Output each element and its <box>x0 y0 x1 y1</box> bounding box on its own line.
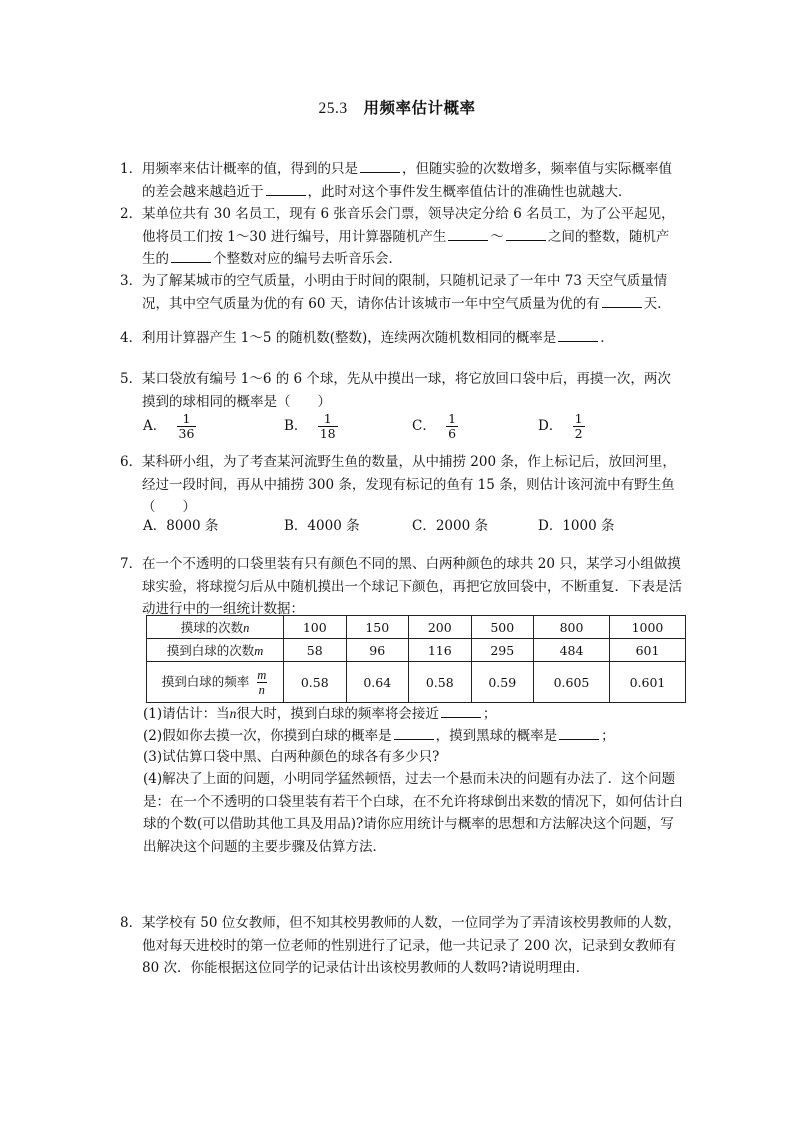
question-number: 5． <box>120 371 143 387</box>
table-cell: 0.58 <box>409 662 472 703</box>
denominator: 6 <box>448 426 457 441</box>
option-b[interactable]: B．4000 条 <box>284 518 360 534</box>
fraction <box>255 668 268 697</box>
question-6-options <box>143 514 663 534</box>
question-text: 某科研小组，为了考查某河流野生鱼的数量，从中捕捞 200 条，作上标记后，放回河里，经过一段时间，再从中捕捞 300 条，发现有标记的鱼有 15 条，则估计该河流中有野生鱼（ ） <box>142 454 676 515</box>
numerator: 1 <box>448 411 457 426</box>
question-text: 某口袋放有编号 1～6 的 6 个球，先从中摸出一球，将它放回口袋中后，再摸一次，两次摸到的球相同的概率是（ ） <box>142 371 671 410</box>
answer-blank[interactable] <box>558 327 598 342</box>
question-8 <box>120 912 682 980</box>
row-header <box>147 616 284 639</box>
question-text: 用频率来估计概率的值，得到的只是 <box>142 161 358 177</box>
denominator: n <box>258 682 265 697</box>
question-7-sub-1 <box>143 703 683 726</box>
statistics-table <box>146 615 686 703</box>
variable: m <box>254 644 264 658</box>
question-number: 6． <box>120 454 143 470</box>
fraction <box>177 412 197 441</box>
row-label: 摸到白球的次数 <box>166 643 255 658</box>
table-cell: 800 <box>534 616 610 639</box>
question-4 <box>120 327 682 350</box>
question-number: 3． <box>120 273 143 289</box>
answer-blank[interactable] <box>394 725 434 740</box>
row-label: 摸球的次数 <box>180 620 244 635</box>
option-c[interactable] <box>412 412 458 441</box>
table-cell: 601 <box>609 639 685 662</box>
range-separator: ～ <box>490 228 504 245</box>
row-label: 摸到白球的频率 <box>161 673 250 689</box>
table-cell: 100 <box>284 616 347 639</box>
sub-question-text: (3)试估算口袋中黑、白两种颜色的球各有多少只? <box>143 749 440 765</box>
question-number: 2． <box>120 206 143 222</box>
question-7-sub-4 <box>143 768 683 858</box>
table-cell: 500 <box>471 616 534 639</box>
question-number: 1． <box>120 161 143 177</box>
option-label: B． <box>284 418 308 434</box>
table-row <box>147 616 686 639</box>
option-label: C． <box>412 418 436 434</box>
sub-question-text: (2)假如你去摸一次，你摸到白球的概率是 <box>143 728 392 744</box>
question-text: 天． <box>643 295 671 312</box>
answer-blank[interactable] <box>441 703 481 718</box>
table-cell: 150 <box>346 616 409 639</box>
answer-blank[interactable] <box>171 248 211 263</box>
denominator: 36 <box>178 426 195 441</box>
question-2 <box>120 203 682 271</box>
table-cell: 116 <box>409 639 472 662</box>
numerator: 1 <box>182 411 191 426</box>
question-text: 利用计算器产生 1～5 的随机数(整数)，连续两次随机数相同的概率是 <box>142 330 557 346</box>
table-cell: 200 <box>409 616 472 639</box>
question-7 <box>120 553 682 621</box>
section-title: 用频率估计概率 <box>363 98 476 117</box>
question-5-options <box>143 412 663 448</box>
fraction <box>573 412 585 441</box>
option-d[interactable]: D．1000 条 <box>538 518 615 534</box>
question-1 <box>120 158 682 203</box>
answer-blank[interactable] <box>448 226 488 241</box>
table-cell: 295 <box>471 639 534 662</box>
sub-question-text: (4)解决了上面的问题，小明同学猛然顿悟，过去一个悬而未决的问题有办法了．这个问题是：在一个不透明的口袋里装有若干个白球，在不允许将球倒出来数的情况下，如何估计白球的个数(可以借助其他工具及用品)?请你应用统计与概率的思想和方法解决这个问题，写出解决这个问题的主要步骤及估算方法． <box>143 771 683 855</box>
sub-question-text: ； <box>482 706 497 722</box>
table-cell: 0.601 <box>609 662 685 703</box>
option-a[interactable] <box>143 412 196 441</box>
option-d[interactable] <box>538 412 585 441</box>
question-text: ． <box>600 330 614 346</box>
numerator: 1 <box>574 411 583 426</box>
table-row <box>147 662 686 703</box>
table-cell: 58 <box>284 639 347 662</box>
numerator: m <box>257 667 267 682</box>
fraction <box>446 412 458 441</box>
question-text: 某单位共有 30 名员工，现有 6 张音乐会门票，领导决定分给 6 名员工，为了公平起见，他将员工们按 1～30 进行编号，用计算器随机产生 <box>142 206 675 245</box>
row-header <box>147 662 284 703</box>
sub-question-text: (1)请估计：当 <box>143 706 230 722</box>
sub-question-text: ，摸到黑球的概率是 <box>435 728 558 744</box>
question-text: 某学校有 50 位女教师，但不知其校男教师的人数，一位同学为了弄清该校男教师的人数，他对每天进校时的第一位老师的性别进行了记录，他一共记录了 200 次，记录到女教师有 80 次．你能根据这位同学的记录估计出该校男教师的人数吗?请说明理由． <box>142 915 681 976</box>
question-number: 8． <box>120 915 143 931</box>
denominator: 2 <box>574 426 583 441</box>
option-c[interactable]: C．2000 条 <box>412 518 488 534</box>
page-title <box>0 96 794 118</box>
question-text: 为了解某城市的空气质量，小明由于时间的限制，只随机记录了一年中 73 天空气质量情况，其中空气质量为优的有 60 天，请你估计该城市一年中空气质量为优的有 <box>142 273 668 312</box>
fraction <box>318 412 338 441</box>
question-text: 个整数对应的编号去听音乐会． <box>213 251 402 267</box>
table-cell: 96 <box>346 639 409 662</box>
answer-blank[interactable] <box>360 158 400 173</box>
table-cell: 0.605 <box>534 662 610 703</box>
question-text: 之间的整数，随机产生的 <box>142 228 670 267</box>
option-label: D． <box>538 418 563 434</box>
variable: n <box>243 621 250 635</box>
table-cell: 0.64 <box>346 662 409 703</box>
table-cell: 0.59 <box>471 662 534 703</box>
table-cell: 1000 <box>609 616 685 639</box>
question-text: ，此时对这个事件发生概率值估计的准确性也就越大． <box>307 183 632 200</box>
answer-blank[interactable] <box>559 725 599 740</box>
question-text: 在一个不透明的口袋里装有只有颜色不同的黑、白两种颜色的球共 20 只，某学习小组做摸球实验，将球搅匀后从中随机摸出一个球记下颜色，再把它放回袋中，不断重复．下表是活动进行中的一组统计数据： <box>142 556 682 617</box>
table-row <box>147 639 686 662</box>
question-7-sub-2 <box>143 725 683 748</box>
answer-blank[interactable] <box>506 226 546 241</box>
option-a[interactable]: A．8000 条 <box>143 518 219 534</box>
question-text: ，但随实验的次数增多，频率值与实际概率值的差会越来越趋近于 <box>142 161 672 200</box>
denominator: 18 <box>319 426 336 441</box>
question-5 <box>120 368 682 413</box>
sub-question-text: 很大时，摸到白球的频率将会接近 <box>236 706 439 722</box>
answer-blank[interactable] <box>602 293 642 308</box>
question-7-sub-3 <box>143 746 683 769</box>
table-cell: 0.58 <box>284 662 347 703</box>
variable: n <box>229 706 237 721</box>
row-header <box>147 639 284 662</box>
option-label: A． <box>143 418 167 434</box>
section-number: 25.3 <box>318 100 348 117</box>
question-number: 4． <box>120 330 143 346</box>
question-3 <box>120 270 682 315</box>
numerator: 1 <box>323 411 332 426</box>
option-b[interactable] <box>284 412 338 441</box>
question-6 <box>120 451 682 519</box>
answer-blank[interactable] <box>266 181 306 196</box>
question-number: 7． <box>120 556 143 572</box>
table-cell: 484 <box>534 639 610 662</box>
sub-question-text: ； <box>601 728 615 744</box>
